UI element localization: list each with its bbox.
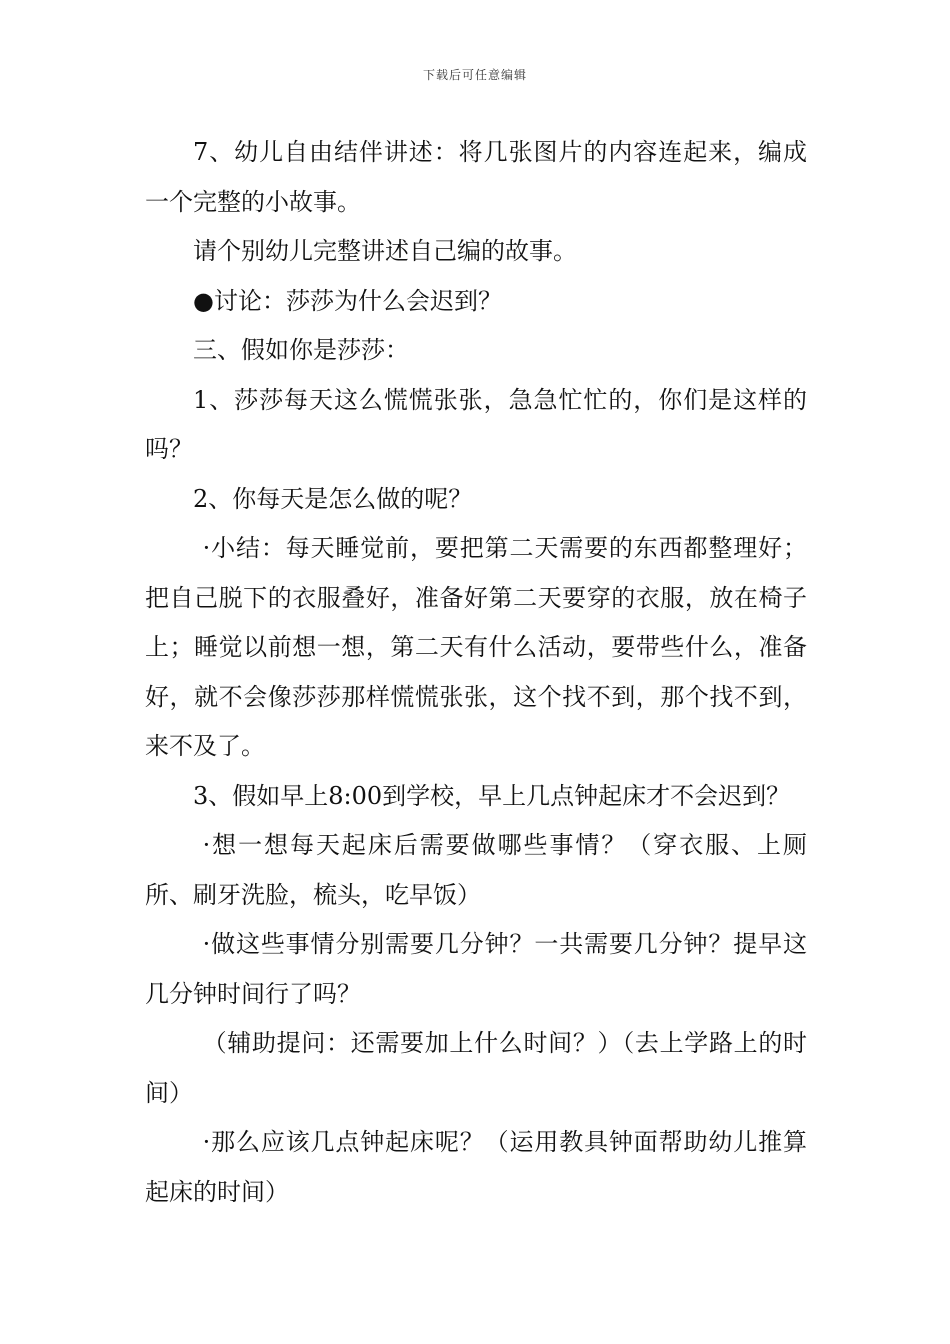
paragraph-auxiliary-question: （辅助提问：还需要加上什么时间？）（去上学路上的时间）: [145, 1029, 807, 1107]
page-header: 下载后可任意编辑: [422, 68, 527, 82]
paragraph-discussion: ●讨论：莎莎为什么会迟到？: [193, 286, 502, 315]
paragraph-step-7: 7、幼儿自由结伴讲述：将几张图片的内容连起来，编成一个完整的小故事。: [145, 138, 807, 216]
paragraph-retell: 请个别幼儿完整讲述自己编的故事。: [193, 237, 577, 265]
section-heading-three: 三、假如你是莎莎：: [193, 336, 409, 364]
paragraph-summary: ·小结：每天睡觉前，要把第二天需要的东西都整理好；把自己脱下的衣服叠好，准备好第二天要穿的衣服，放在椅子上；睡觉以前想一想，第二天有什么活动，要带些什么，准备好，就不会像莎莎那样慌慌张张，这个找不到，那个找不到，来不及了。: [145, 534, 807, 760]
paragraph-question-3: 3、假如早上8:00到学校，早上几点钟起床才不会迟到？: [193, 781, 791, 810]
paragraph-question-1: 1、莎莎每天这么慌慌张张，急急忙忙的，你们是这样的吗？: [145, 385, 807, 463]
paragraph-think: ·想一想每天起床后需要做哪些事情？（穿衣服、上厕所、刷牙洗脸，梳头，吃早饭）: [145, 831, 807, 909]
paragraph-minutes: ·做这些事情分别需要几分钟？一共需要几分钟？提早这几分钟时间行了吗？: [145, 930, 807, 1008]
paragraph-wake-time: ·那么应该几点钟起床呢？（运用教具钟面帮助幼儿推算起床的时间）: [145, 1128, 807, 1206]
paragraph-question-2: 2、你每天是怎么做的呢？: [193, 484, 473, 513]
document-body: [145, 128, 807, 1217]
